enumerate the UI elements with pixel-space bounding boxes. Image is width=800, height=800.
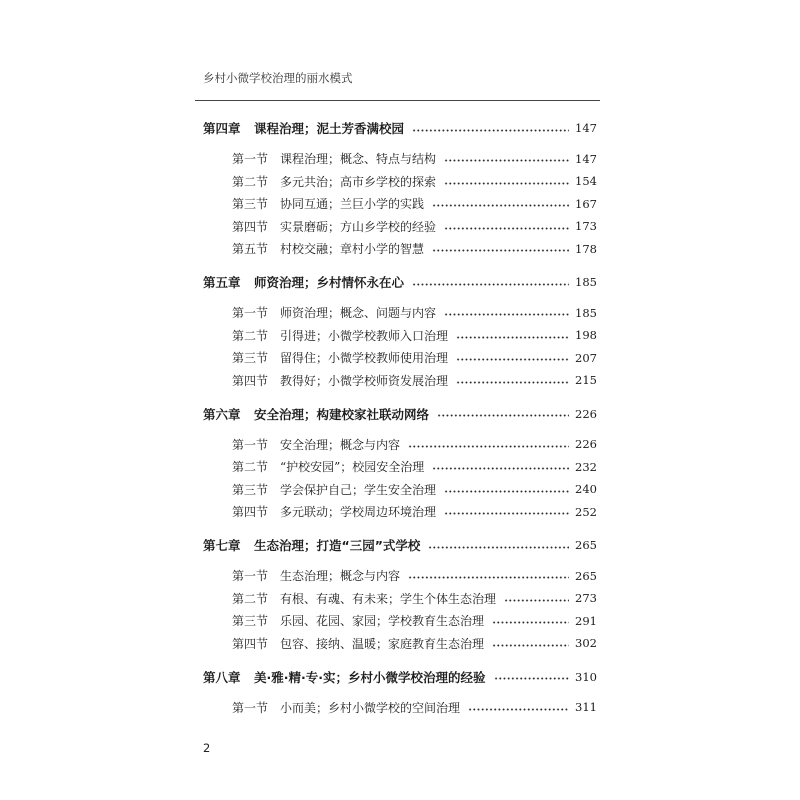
section-page-number: 147: [575, 151, 597, 166]
toc-section-7-1: [203, 565, 597, 588]
leader-dots: [437, 414, 569, 417]
section-page-number: 185: [575, 305, 597, 320]
leader-dots: [492, 644, 569, 647]
section-label: 第四节: [232, 636, 269, 651]
chapter-title: 美·雅·精·专·实；乡村小微学校治理的经验: [254, 669, 486, 685]
toc-section-5-2: [203, 324, 597, 347]
table-of-contents: [203, 117, 597, 719]
section-title: 教得好；小微学校师资发展治理: [280, 373, 449, 388]
leader-dots: [432, 467, 569, 470]
toc-section-7-4: [203, 632, 597, 655]
leader-dots: [468, 708, 569, 711]
toc-section-7-3: [203, 610, 597, 633]
toc-section-6-4: [203, 501, 597, 524]
chapter-page-number: 226: [575, 406, 597, 421]
section-page-number: 302: [575, 636, 597, 651]
section-title: 课程治理；概念、特点与结构: [280, 152, 437, 167]
section-page-number: 265: [575, 568, 597, 583]
section-page-number: 226: [575, 437, 597, 452]
leader-dots: [444, 227, 569, 230]
section-label: 第一节: [232, 306, 269, 321]
leader-dots: [456, 358, 569, 361]
chapter-label: 第五章: [203, 275, 241, 291]
toc-section-8-1: [203, 696, 597, 719]
section-title: 多元共治；高市乡学校的探索: [280, 174, 437, 189]
leader-dots: [492, 621, 569, 624]
section-label: 第三节: [232, 614, 269, 629]
section-title: 生态治理；概念与内容: [280, 569, 401, 584]
leader-dots: [432, 249, 569, 252]
leader-dots: [428, 546, 569, 549]
section-title: 实景磨砺；方山乡学校的经验: [280, 219, 437, 234]
toc-section-4-4: [203, 215, 597, 238]
section-title: “护校安园”；校园安全治理: [280, 460, 425, 475]
header-rule: [195, 100, 600, 101]
section-page-number: 167: [575, 196, 597, 211]
toc-chapter-6: [203, 403, 597, 426]
section-title: 学会保护自己；学生安全治理: [280, 482, 437, 497]
page-number: 2: [203, 741, 211, 755]
section-label: 第三节: [232, 197, 269, 212]
section-title: 乐园、花园、家园；学校教育生态治理: [280, 614, 485, 629]
section-page-number: 311: [575, 700, 597, 715]
chapter-label: 第七章: [203, 538, 241, 554]
chapter-page-number: 310: [575, 669, 597, 684]
section-page-number: 207: [575, 350, 597, 365]
toc-section-7-2: [203, 587, 597, 610]
section-label: 第三节: [232, 482, 269, 497]
section-page-number: 232: [575, 459, 597, 474]
section-label: 第一节: [232, 569, 269, 584]
section-page-number: 154: [575, 174, 597, 189]
section-page-number: 273: [575, 591, 597, 606]
chapter-page-number: 265: [575, 538, 597, 553]
toc-chapter-8: [203, 666, 597, 689]
leader-dots: [494, 677, 570, 680]
section-label: 第三节: [232, 351, 269, 366]
section-label: 第二节: [232, 591, 269, 606]
leader-dots: [456, 336, 569, 339]
chapter-label: 第六章: [203, 406, 241, 422]
chapter-page-number: 185: [575, 275, 597, 290]
section-title: 协同互通；兰巨小学的实践: [280, 197, 425, 212]
section-page-number: 291: [575, 613, 597, 628]
toc-section-5-4: [203, 369, 597, 392]
toc-section-6-1: [203, 433, 597, 456]
toc-section-6-2: [203, 456, 597, 479]
toc-section-4-5: [203, 238, 597, 261]
section-page-number: 215: [575, 373, 597, 388]
leader-dots: [504, 599, 569, 602]
section-title: 包容、接纳、温暖；家庭教育生态治理: [280, 636, 485, 651]
toc-chapter-5: [203, 271, 597, 294]
section-label: 第一节: [232, 152, 269, 167]
leader-dots: [444, 313, 569, 316]
section-label: 第二节: [232, 460, 269, 475]
running-title: 乡村小微学校治理的丽水模式: [203, 71, 353, 85]
toc-chapter-7: [203, 534, 597, 557]
section-label: 第一节: [232, 700, 269, 715]
toc-section-5-1: [203, 302, 597, 325]
leader-dots: [444, 182, 569, 185]
toc-section-5-3: [203, 347, 597, 370]
section-page-number: 240: [575, 482, 597, 497]
leader-dots: [412, 283, 569, 286]
section-title: 师资治理；概念、问题与内容: [280, 306, 437, 321]
section-title: 村校交融；章村小学的智慧: [280, 242, 425, 257]
section-label: 第一节: [232, 437, 269, 452]
toc-section-4-3: [203, 193, 597, 216]
section-label: 第四节: [232, 219, 269, 234]
toc-chapter-4: [203, 117, 597, 140]
leader-dots: [444, 512, 569, 515]
section-title: 安全治理；概念与内容: [280, 437, 401, 452]
chapter-title: 安全治理；构建校家社联动网络: [254, 406, 430, 422]
section-label: 第五节: [232, 242, 269, 257]
leader-dots: [456, 381, 569, 384]
section-label: 第四节: [232, 505, 269, 520]
section-title: 有根、有魂、有未来；学生个体生态治理: [280, 591, 497, 606]
section-page-number: 252: [575, 504, 597, 519]
section-title: 留得住；小微学校教师使用治理: [280, 351, 449, 366]
chapter-page-number: 147: [575, 121, 597, 136]
section-page-number: 173: [575, 219, 597, 234]
chapter-title: 生态治理；打造“三园”式学校: [254, 538, 421, 554]
section-title: 多元联动；学校周边环境治理: [280, 505, 437, 520]
section-title: 小而美；乡村小微学校的空间治理: [280, 700, 461, 715]
leader-dots: [444, 159, 569, 162]
chapter-label: 第八章: [203, 669, 241, 685]
chapter-label: 第四章: [203, 121, 241, 137]
leader-dots: [444, 490, 569, 493]
leader-dots: [412, 129, 569, 132]
chapter-title: 师资治理；乡村情怀永在心: [254, 275, 405, 291]
toc-section-6-3: [203, 478, 597, 501]
section-label: 第二节: [232, 174, 269, 189]
section-label: 第四节: [232, 373, 269, 388]
leader-dots: [408, 576, 569, 579]
section-page-number: 198: [575, 328, 597, 343]
toc-section-4-1: [203, 148, 597, 171]
leader-dots: [432, 204, 569, 207]
leader-dots: [408, 445, 569, 448]
chapter-title: 课程治理；泥土芳香满校园: [254, 121, 405, 137]
section-label: 第二节: [232, 328, 269, 343]
section-title: 引得进；小微学校教师入口治理: [280, 328, 449, 343]
toc-section-4-2: [203, 170, 597, 193]
section-page-number: 178: [575, 241, 597, 256]
